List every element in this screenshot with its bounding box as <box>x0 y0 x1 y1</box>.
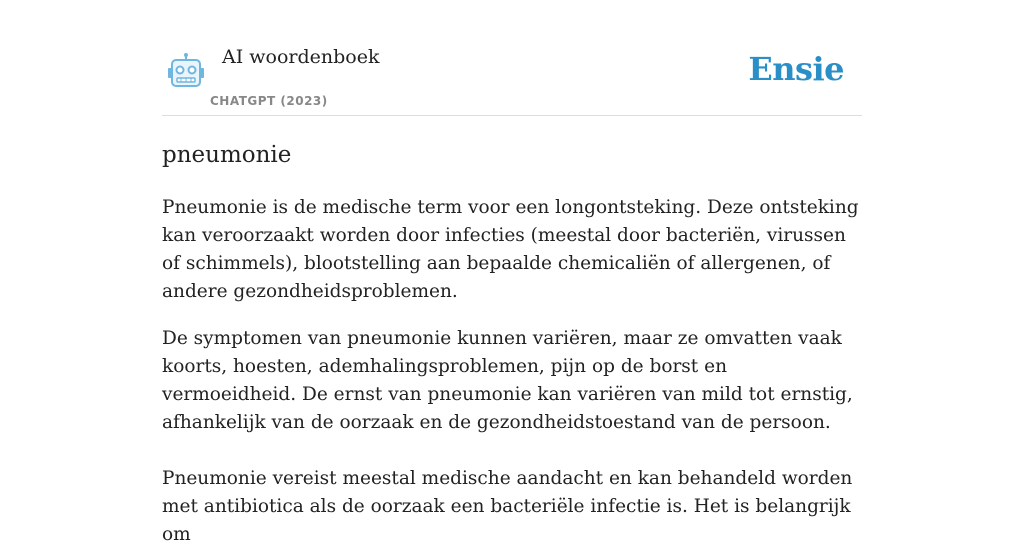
robot-icon <box>166 52 206 90</box>
entry-term: pneumonie <box>162 142 292 168</box>
entry-paragraph: Pneumonie is de medische term voor een longontsteking. Deze ontsteking kan veroorzaakt worden door infecties (meestal door bacteriën, virussen of schimmels), blootstelling aan bepaalde chemicaliën of allergenen, of andere gezondheidsproblemen. <box>162 197 859 302</box>
brand-logo[interactable]: Ensie <box>748 50 844 88</box>
site-header <box>162 0 862 116</box>
site-subtitle: CHATGPT (2023) <box>210 94 328 108</box>
entry-paragraph: De symptomen van pneumonie kunnen variëren, maar ze omvatten vaak koorts, hoesten, ademhalingsproblemen, pijn op de borst en vermoeidheid. De ernst van pneumonie kan variëren van mild tot ernstig, afhankelijk van de oorzaak en de gezondheidstoestand van de persoon. <box>162 328 853 433</box>
site-title[interactable]: AI woordenboek <box>222 46 380 68</box>
page <box>162 0 862 549</box>
entry-paragraph: Pneumonie vereist meestal medische aandacht en kan behandeld worden met antibiotica als de oorzaak een bacteriële infectie is. Het is belangrijk om <box>162 468 853 545</box>
